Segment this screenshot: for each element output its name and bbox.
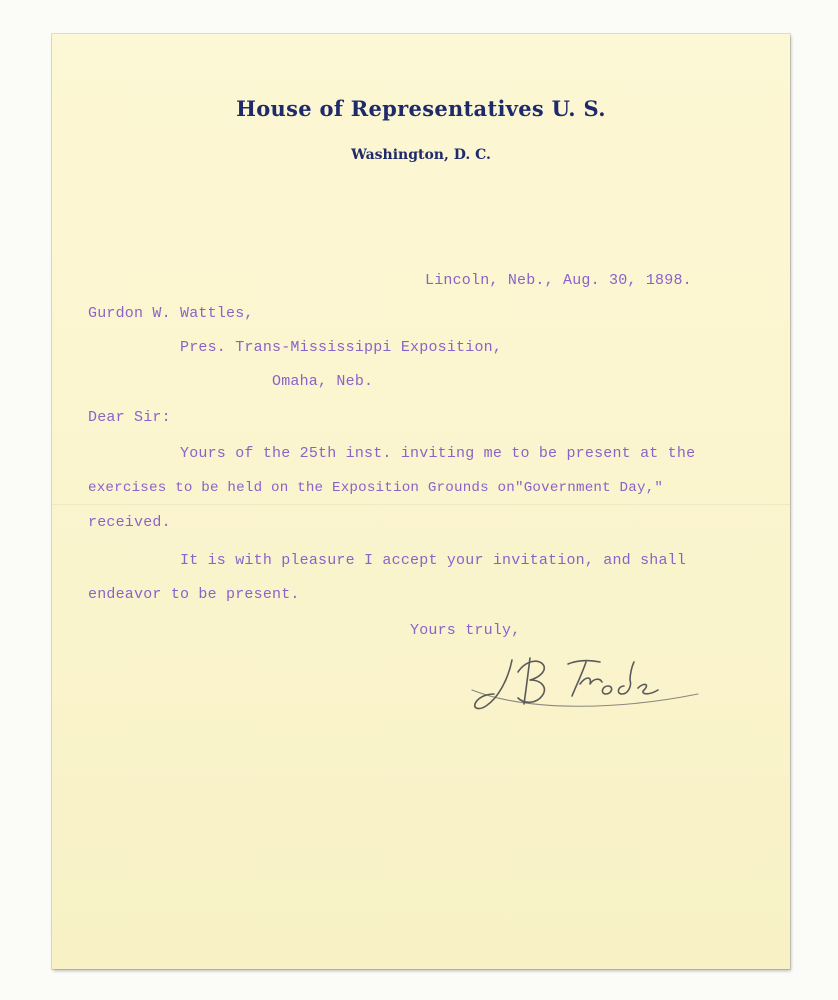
recipient-name: Gurdon W. Wattles, (88, 305, 254, 322)
body-line-4: It is with pleasure I accept your invitation, and shall (180, 552, 687, 569)
signature (468, 650, 708, 720)
paper-fold (52, 504, 790, 506)
closing: Yours truly, (410, 622, 521, 639)
body-line-1: Yours of the 25th inst. inviting me to be present at the (180, 445, 696, 462)
recipient-city: Omaha, Neb. (272, 373, 374, 390)
recipient-title: Pres. Trans-Mississippi Exposition, (180, 339, 503, 356)
body-line-3: received. (88, 514, 171, 531)
letterhead-title: House of Representatives U. S. (236, 96, 606, 121)
letterhead-city: Washington, D. C. (351, 147, 491, 163)
dateline: Lincoln, Neb., Aug. 30, 1898. (425, 272, 692, 289)
salutation: Dear Sir: (88, 409, 171, 426)
body-line-5: endeavor to be present. (88, 586, 300, 603)
body-line-2: exercises to be held on the Exposition Grounds on"Government Day," (88, 480, 664, 496)
letter-paper (52, 34, 790, 969)
